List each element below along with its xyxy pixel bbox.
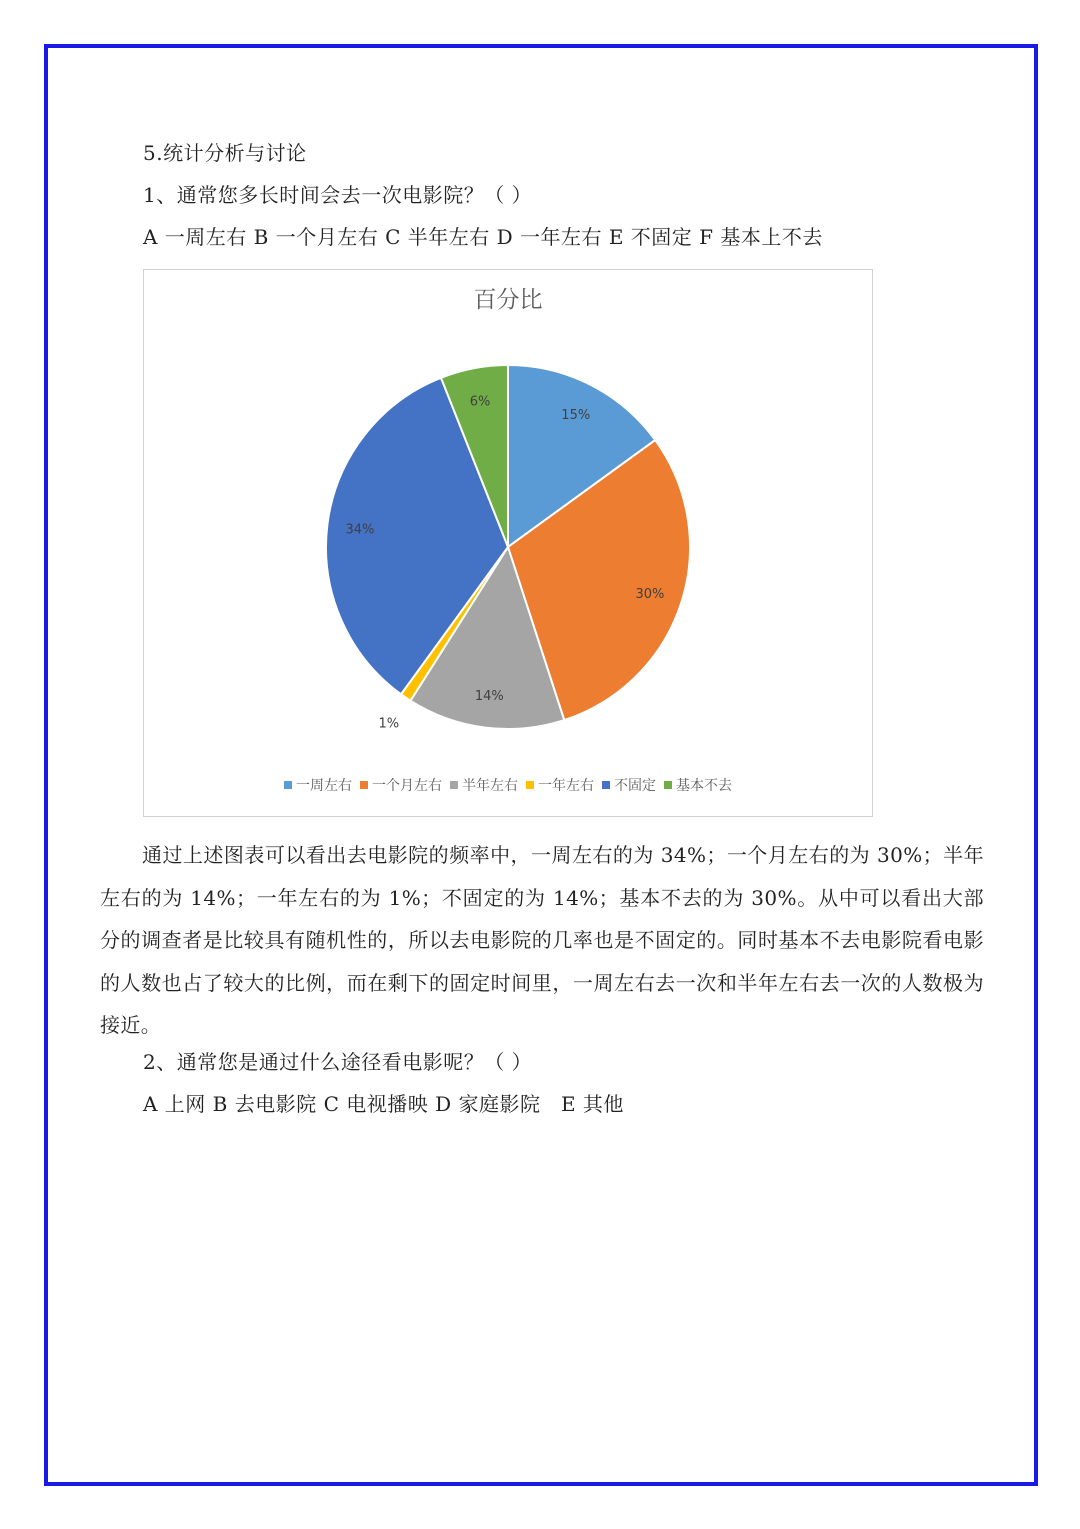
analysis-paragraph: 通过上述图表可以看出去电影院的频率中，一周左右的为 34%；一个月左右的为 30%；半年左右的为 14%；一年左右的为 1%；不固定的为 14%；基本不去的为 30%。从中可以看出大部分的调查者是比较具有随机性的，所以去电影院的几率也是不固定的。同时基本不去电影院看电影的人数也占了较大的比例，而在剩下的固定时间里，一周左右去一次和半年左右去一次的人数极为接近。	[100, 843, 984, 1037]
legend-label-1: 一周左右	[296, 778, 352, 794]
question-1-text: 1、通常您多长时间会去一次电影院？（ ）	[143, 183, 533, 207]
legend-item-5	[602, 778, 656, 794]
question-1-options: A 一周左右 B 一个月左右 C 半年左右 D 一年左右 E 不固定 F 基本上不去	[143, 225, 823, 249]
legend-swatch-2	[360, 781, 368, 789]
legend-label-2: 一个月左右	[372, 778, 442, 794]
legend-item-1	[284, 778, 352, 794]
legend-swatch-1	[284, 781, 292, 789]
legend-swatch-4	[526, 781, 534, 789]
legend-swatch-6	[664, 781, 672, 789]
chart-legend	[284, 777, 732, 794]
data-label-3: 14%	[474, 689, 504, 705]
legend-swatch-3	[450, 781, 458, 789]
data-label-5: 34%	[345, 522, 375, 538]
chart-title: 百分比	[473, 287, 543, 313]
question-2-text: 2、通常您是通过什么途径看电影呢？（ ）	[143, 1050, 533, 1074]
question-2-options: A 上网 B 去电影院 C 电视播映 D 家庭影院 E 其他	[143, 1092, 624, 1116]
legend-label-5: 不固定	[614, 778, 656, 794]
data-label-2: 30%	[635, 587, 665, 603]
legend-item-6	[664, 777, 732, 794]
pie-chart	[144, 270, 872, 816]
legend-swatch-5	[602, 781, 610, 789]
legend-item-4	[526, 777, 594, 794]
legend-item-2	[360, 778, 442, 794]
data-label-6: 6%	[469, 394, 491, 410]
legend-label-6: 基本不去	[676, 778, 732, 794]
data-label-4: 1%	[378, 716, 400, 732]
section-heading: 5.统计分析与讨论	[143, 141, 307, 165]
legend-label-3: 半年左右	[462, 778, 518, 794]
pie-chart-container	[143, 269, 873, 817]
legend-item-3	[450, 777, 518, 794]
legend-label-4: 一年左右	[538, 778, 594, 794]
data-label-1: 15%	[561, 408, 591, 424]
pie-slices	[326, 365, 690, 732]
